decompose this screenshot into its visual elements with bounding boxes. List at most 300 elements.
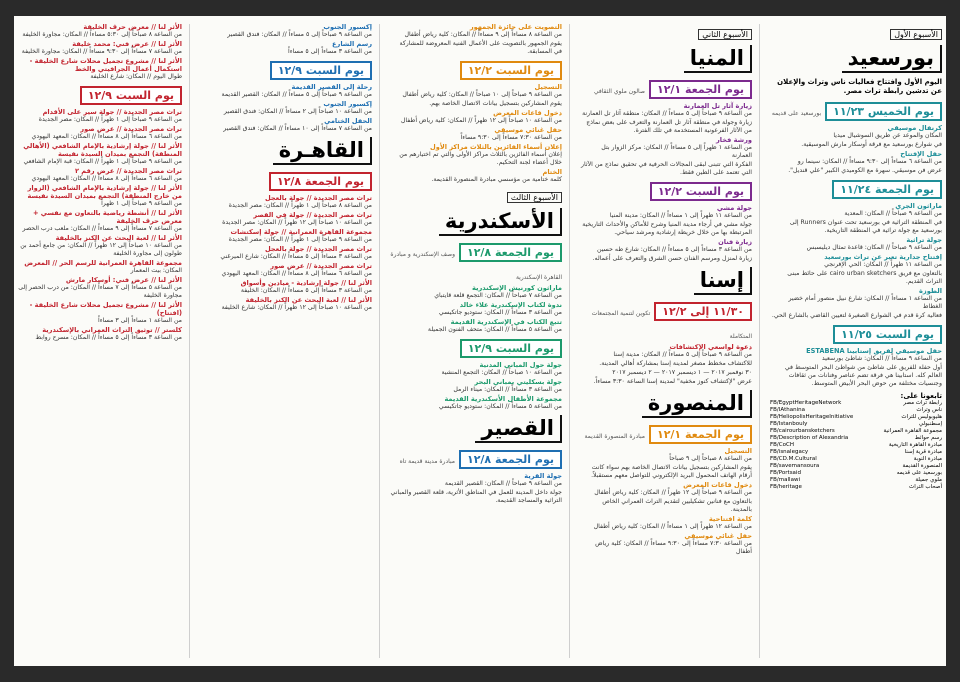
day-label: يوم الجمعة ١٢/٨	[459, 450, 562, 469]
sponsor-row	[770, 400, 942, 407]
event-item	[18, 108, 182, 124]
event-title: إكسبور الجنوب	[323, 100, 372, 108]
day-block	[770, 321, 942, 388]
event-details: من الساعة ٩ مساءاً // المكان: شاطئ بورسعيد	[821, 355, 942, 362]
sponsor-handle: FB/mallawi	[770, 477, 800, 483]
day-label: يوم السبت ١٢/٢	[460, 61, 562, 80]
event-title: زيارة فنان	[718, 238, 752, 246]
event-details: من الساعة ٩ صباحاً // المكان: القصير القديمة	[444, 480, 562, 487]
sponsor-handle: FB/Description of Alexandria	[770, 435, 849, 441]
event-details: من الساعة ٩ صباحاً إلى ١ ظهراً // المكان: مصر الجديدة	[228, 236, 372, 243]
event-details: من الساعة ٥ مساءاً // المكان: متحف الفنون الجميلة	[427, 326, 562, 333]
day-label: يوم السبت ١٢/٩	[460, 339, 562, 358]
event-title: الطوزة	[919, 287, 942, 295]
event-details: أول حفلة للفريق على شاطئ من شواطئ البحر المتوسط في العالم كله. استابينا هي فرقة تضم عناصر وفنانات من ثقافات وجنسيات مختلفة من حوض البحر الأبيض المتوسط.	[784, 364, 942, 387]
city-title: إسنا	[694, 267, 752, 295]
day-label: يوم السبت ١٢/٩	[80, 86, 182, 105]
sponsor-name: رابطة تراث مصر	[903, 400, 942, 406]
event-item	[390, 472, 562, 488]
event-details: من الساعة ٨ صباحاً إلى ٩ صباحاً	[669, 455, 752, 462]
event-details: من الساعة ١١ ظهراً // المكان: الحي الإفرنجي	[824, 261, 942, 268]
event-title: جولة بسكليتي بمباني البحر	[474, 378, 562, 386]
event-title: ندوة لكتاب الإسكندرية علاء خالد	[459, 301, 562, 309]
sponsor-name: مبادرة القاهرة التاريخية	[888, 442, 942, 448]
event-title: حفل الإفتتاح	[900, 150, 942, 158]
event-details: من الساعة ١٠ صباحاً إلى ١٢ ظهراً // المكان: كلية رياض أطفال	[400, 117, 562, 124]
event-details: من الساعة ٨ صباحاً إلى ٥:٣٠ مساءاً // المكان: مجاورة الخليفة	[22, 31, 182, 38]
sponsor-name: أصحاب التراث	[909, 484, 942, 490]
sponsor-name: ناس وتراث	[916, 407, 942, 413]
event-item	[580, 378, 752, 386]
event-item	[770, 167, 942, 175]
event-details: إعلان أسماء الفائزين بالثلاث مراكز الأولى والتي تم اختيارهم من خلال أعضاء لجنة التحكيم.	[399, 151, 562, 166]
event-list	[390, 23, 562, 56]
sponsor-name: بورسعيد على قديمه	[896, 470, 942, 476]
event-title: حفل غنائي موسيقي	[494, 126, 562, 134]
event-item	[580, 498, 752, 514]
event-details: من الساعة ١٠ صباحاً // المكان: التجمع المنشية	[441, 369, 562, 376]
sponsor-handle: FB/HeliopolisHeritageInitiative	[770, 414, 854, 420]
column-divider	[189, 24, 190, 658]
event-item	[18, 301, 182, 325]
event-title: إعلان أسماء الفائزين بالثلاث مراكز الأول	[430, 143, 562, 151]
event-item	[200, 23, 372, 39]
event-item	[770, 141, 942, 149]
event-title: جولة تراثية	[906, 236, 942, 244]
event-item	[18, 234, 182, 258]
event-item	[390, 23, 562, 39]
event-item	[200, 194, 372, 210]
sponsor-handle: FB/Portsaid	[770, 470, 801, 476]
event-details: بالتعاون مع فنانين تشكيليين لتقديم التراث العمراني الخاص بالمدينة.	[602, 498, 752, 513]
event-item	[200, 262, 372, 278]
event-details: من الساعة ٨ مساءاً إلى ٩ مساءاً // المكان: كلية رياض أطفال	[404, 31, 562, 38]
event-title: تراث مصر الجديدة // جولة بالعجل	[264, 245, 372, 253]
event-details: من الساعة ٩ صباحاً إلى ١٢ ظهراً // المكان: كلية رياض أطفال	[594, 489, 752, 496]
event-details: من الساعة ٦ مساءاً إلى ٨ مساءاً // المكان: المعهد اليهودي	[31, 133, 182, 140]
event-title: الأثر لنا // عرض فني: أوسكار مارش	[65, 276, 182, 284]
event-details: من الساعة ٣ مساءاً إلى ٥ مساءاً // المكان: مسرح روابط	[35, 334, 182, 341]
event-title: تراث مصر الجديدة // جولة بالعجل	[264, 194, 372, 202]
event-title: الأثر لنا // مشروع تجميل محلات شارع الخليفة - (افتتاح)	[29, 301, 182, 317]
event-details: من الساعة ٩ صباحاً إلى ١ ظهراً // المكان: قبة الإمام الشافعي	[23, 158, 182, 165]
event-details: في شوارع بورسعيد مع فرقة أوسكار مارش الموسيقية.	[801, 141, 942, 148]
event-title: ماراثون كورنيش الإسكندرية	[472, 284, 562, 292]
city-title: المنصورة	[642, 390, 752, 418]
sponsor-row	[770, 463, 942, 470]
event-item	[580, 238, 752, 254]
event-item	[770, 253, 942, 269]
sponsor-list	[770, 400, 942, 491]
week-label: الأسبوع الأول	[890, 29, 942, 40]
event-details: من الساعة ١٠ صباحاً إلى ١٢ ظهراً // المكان: شارع الخليفة	[221, 304, 372, 311]
event-title: التسجيل	[534, 83, 562, 91]
event-details: من الساعة ٩ صباحاً إلى ٥ مساءاً // المكان: القصير القديمة	[221, 91, 372, 98]
event-details: من الساعة ١ ظهراً إلى ٥ مساءاً // المكان: مركز الزوار بتل العمارنة	[601, 144, 752, 159]
city-title: بورسعيد	[842, 45, 942, 73]
event-details: من الساعة ٧:٣٠ مساءاً إلى ٩:٣٠ مساءاً // المكان: كلية رياض أطفال	[595, 540, 752, 555]
event-details: من الساعة ٩ صباحاً إلى ١٠ صباحاً // المكان: كلية رياض أطفال	[402, 91, 562, 98]
city-title: القاهـرة	[273, 137, 372, 165]
event-details: يقوم المشاركين بتسجيل بيانات الاتصال الخاصة بهم.	[429, 100, 562, 107]
event-item	[580, 343, 752, 359]
column-minya-esna-mansoura	[576, 22, 756, 662]
event-title: الأثر لنا // معرض حرف الخليفة	[83, 23, 182, 31]
event-title: كرنفال موسيقي	[887, 124, 942, 132]
festival-program-sheet	[14, 16, 946, 666]
column-alexandria-quseir	[386, 22, 566, 662]
day-side-tag: وصف الإسكندرية و مبادرة القاهرة الإسكندرية	[390, 251, 562, 281]
sponsor-row	[770, 484, 942, 491]
event-details: من الساعة ٧:٣٠ مساءاً إلى ٩:٣٠ مساءاً	[460, 134, 562, 141]
column-port-said	[766, 22, 946, 662]
sponsor-row	[770, 414, 942, 421]
event-title: التصويت على جائزة الجمهور	[469, 23, 562, 31]
day-block	[770, 176, 942, 320]
event-details: من الساعة ١ مساءاً // المكان: شارع نبيل منصور أمام خضير الغطاط	[788, 295, 942, 310]
sponsor-name: مبادرة قرية إسنا	[904, 449, 942, 455]
day-block	[200, 168, 372, 312]
event-title: تراث مصر الجديدة // عرض صور	[270, 262, 372, 270]
sponsor-name: مبادرة النوبة	[913, 456, 942, 462]
event-details: من الساعة ١٠ صباحاً إلى ١٢ ظهراً // المكان: من جامع أحمد بن طولون إلى مجاورة الخليفة	[20, 242, 182, 257]
event-title: الأثر لنا // أنشطة رياضية بالتعاون مع نفسي + معرض حرف الخليفة	[32, 209, 182, 225]
event-item	[390, 395, 562, 411]
event-title: الأثر لنا // عرض فني: محمد خليفة	[72, 40, 182, 48]
event-details: من الساعة ٦ مساءاً إلى ٨ مساءاً // المكان: المعهد اليهودي	[221, 270, 372, 277]
event-item	[390, 143, 562, 167]
event-details: من الساعة ١ مساءاً إلى ٣ مساءاً	[98, 317, 182, 324]
event-list	[200, 23, 372, 56]
event-title: تراث مصر الجديدة // عرض رقم ٢	[74, 167, 182, 175]
event-title: زيارة آثار تل العمارنة	[683, 102, 752, 110]
event-details: ٣٠ نوفمبر ٢٠١٧ — ١ ديسمبر ٢٠١٧ — ٢ ديسمبر ٢٠١٧	[612, 369, 752, 376]
sponsor-handle: FB/isnalegacy	[770, 449, 809, 455]
event-item	[390, 40, 562, 56]
event-title: الأثر لنا // لعبة البحث عن الكنز بالخليفة	[245, 296, 372, 304]
event-item	[18, 184, 182, 208]
event-title: مجموعة القاهرة العمرانية للرسم الحر // المعرض	[24, 259, 182, 267]
event-details: زيارة وجولة في منطقة آثار تل العمارنة والتعرف على بعض نماذج من الآثار الفرعونية المستخدمة في تلك الفترة.	[586, 119, 752, 134]
event-title: رسم الشارع	[332, 40, 372, 48]
event-item	[200, 279, 372, 295]
sponsor-name: مجموعة القاهرة العمرانية	[883, 428, 942, 434]
event-title: تراث مصر الجديدة // جولة سير على الأقدام	[42, 108, 182, 116]
event-details: جولة داخل المدينة للعمل في المناطق الأثرية، قلعة القصير والمباني التراثية والمساجد القديمة.	[390, 489, 562, 504]
event-item	[390, 126, 562, 142]
event-item	[18, 167, 182, 183]
event-details: من الساعة ١٠ صباحاً إلى ١٢ ظهراً // المكان: مصر الجديدة	[222, 219, 372, 226]
day-label: ١١/٣٠ إلى ١٢/٢	[654, 302, 752, 321]
event-item	[200, 228, 372, 244]
event-item	[770, 312, 942, 320]
event-item	[18, 326, 182, 342]
sponsor-row	[770, 421, 942, 428]
sponsor-row	[770, 428, 942, 435]
event-details: من الساعة ٩ صباحاً // المكان: قاعدة تمثال ديليسبس	[806, 244, 942, 251]
event-item	[580, 464, 752, 480]
event-details: بالتعاون مع فريق cairo urban sketchers على حائط مبنى التراث القديم.	[787, 270, 942, 285]
event-title: الأثر لنا // جولة إرشادية بالإمام الشافعي (الأهالي المنطقة) التجمع بميدان السيدة نفيسة	[23, 142, 182, 158]
sponsor-row	[770, 407, 942, 414]
event-item	[18, 259, 182, 275]
event-title: مجموعة القاهرة العمرانية // جولة إسكتشات	[230, 228, 372, 236]
event-item	[580, 255, 752, 263]
event-details: من الساعة ٥ مساءاً // المكان: ستوديو جاتكيسي	[438, 403, 562, 410]
event-item	[580, 161, 752, 177]
event-details: في المنطقة التراثية في بورسعيد تحت عنوان Runners إلى بورسعيد مع جولة تراثية في المنطقة التاريخية.	[789, 219, 942, 234]
sponsor-row	[770, 449, 942, 456]
day-label: يوم الجمعة ١٢/١	[649, 80, 752, 99]
event-item	[390, 361, 562, 377]
day-block	[580, 421, 752, 556]
event-title: حفل موسيقي لفريق إستابينا ESTABENA	[806, 347, 942, 355]
event-item	[580, 119, 752, 135]
event-title: تتبع الكتاب في الإسكندرية القديمة	[450, 318, 562, 326]
column-cairo-continued	[14, 22, 186, 662]
event-details: من الساعة ٧ مساءاً إلى ٩ مساءاً // المكان: ملعب درب الحصر	[22, 225, 182, 232]
event-details: من الساعة ٣ مساءاً إلى ٥ مساءاً	[288, 48, 372, 55]
column-divider	[379, 24, 380, 658]
event-title: جولة حول المباني المدنية	[479, 361, 562, 369]
day-side-tag: صالون ملوي الثقافي	[593, 88, 645, 95]
event-title: دعوة لواسعي الإكتشافات	[669, 343, 752, 351]
event-item	[390, 284, 562, 300]
day-block	[390, 57, 562, 184]
event-item	[770, 236, 942, 252]
day-block	[18, 82, 182, 342]
event-title: الحفل الختامي	[324, 117, 372, 125]
day-side-tag: مبادرة المنصورة القديمة	[584, 433, 645, 440]
event-details: عرض "لإكتشاف كنوز مخفية" لمدينة إسنا الساعة ٣:٣٠ مساءاً.	[593, 378, 752, 385]
event-details: عرض فن موسيقي. سهرة مع الكوميدي الكبير "علي قنديل".	[788, 167, 942, 174]
day-block	[580, 178, 752, 263]
day-label: يوم السبت ١١/٢٥	[833, 325, 942, 344]
event-details: من الساعة ٩ صباحاً إلى ١ ظهراً	[101, 200, 182, 207]
event-details: من الساعة ٧ صباحاً // المكان: التجمع قلعة قايتباي	[434, 292, 562, 299]
event-item	[770, 364, 942, 388]
day-block	[200, 57, 372, 133]
event-item	[390, 168, 562, 184]
event-item	[580, 102, 752, 118]
event-item	[580, 447, 752, 463]
event-item	[580, 515, 752, 531]
sponsor-row	[770, 477, 942, 484]
event-item	[580, 204, 752, 220]
event-details: للاكتشاف مخطط مصغر لمدينة إسنا بمشاركة أهالي المدينة.	[599, 360, 752, 367]
event-item	[200, 211, 372, 227]
sponsor-handle: FB/heritage	[770, 484, 802, 490]
event-details: المكان: بيت المعمار	[130, 267, 182, 274]
event-details: من الساعة ٩ صباحاً إلى ١ ظهراً // المكان: مصر الجديدة	[38, 116, 182, 123]
city-title: الأسكندرية	[439, 208, 562, 236]
event-item	[390, 489, 562, 505]
sponsor-handle: FB/CoCH	[770, 442, 794, 448]
sponsor-handle: FB/CD.M.Cultural	[770, 456, 817, 462]
sponsor-handle: FB/EgyptHeritageNetwork	[770, 400, 842, 406]
event-item	[580, 136, 752, 160]
event-details: من الساعة ٣ مساءاً إلى ٥ مساءاً // المكان: شارع طه حسين	[596, 246, 752, 253]
sponsor-handle: FB/savemansoura	[770, 463, 820, 469]
event-details: من الساعة ١١ ظهراً إلى ١ مساءاً // المكان: مدينة المنيا	[609, 212, 752, 219]
event-details: من الساعة ٩ صباحاً // المكان: المعدية	[844, 210, 942, 217]
column-cairo	[196, 22, 376, 662]
day-block	[580, 298, 752, 386]
event-details: من الساعة ٩ صباحاً إلى ٥ مساءاً // المكان: مدينة إسنا	[613, 351, 752, 358]
day-block	[390, 446, 562, 505]
event-details: من الساعة ٦ مساءاً إلى ٩:٣٠ مساءاً // المكان: سينما رو	[797, 158, 942, 165]
event-list	[18, 23, 182, 81]
event-details: المكان والموعد عن طريق السوشيال ميديا	[833, 132, 942, 139]
sponsor-row	[770, 442, 942, 449]
event-item	[200, 40, 372, 56]
event-item	[770, 219, 942, 235]
event-item	[770, 347, 942, 363]
sponsor-name: رسم حوائط	[914, 435, 942, 441]
event-details: من الساعة ٧ مساءاً إلى ٩:٣٠ مساءاً // المكان: مجاورة الخليفة	[21, 48, 182, 55]
intro-text: اليوم الأول وافتتاح فعاليات ناس وتراث والإعلان عن تدشين رابطة تراث مصر.	[777, 78, 942, 95]
event-details: من الساعة ٩ صباحاً إلى ٥ مساءاً // المكان: فندق القصير	[227, 31, 372, 38]
event-details: من الساعة ٥ مساءاً إلى ٧ مساءاً // المكان: من درب الحصر إلى مجاورة الخليفة	[18, 284, 182, 299]
event-item	[770, 150, 942, 166]
day-label: يوم السبت ١٢/٢	[650, 182, 752, 201]
event-item	[770, 124, 942, 140]
event-title: جولة مشي	[716, 204, 752, 212]
sponsor-name: المنصورة القديمة	[902, 463, 942, 469]
event-title: التسجيل	[724, 447, 752, 455]
event-details: من الساعة ٧ مساءاً إلى ١٠ مساءاً // المكان: فندق القصير	[223, 125, 372, 132]
event-title: تراث مصر الجديدة // جولة في القصر	[253, 211, 372, 219]
event-title: الأثر لنا // جولة إرشادية بالإمام الشافعي (الزوار من خارج المنطقة) التجمع بميدان السيدة نفيسة	[27, 184, 182, 200]
sponsor-row	[770, 435, 942, 442]
day-side-tag: بورسعيد على قديمه	[771, 110, 822, 117]
day-label: يوم الخميس ١١/٢٣	[825, 102, 942, 121]
event-item	[770, 270, 942, 286]
sponsor-handle: FB/Istanbouly	[770, 421, 808, 427]
event-item	[200, 296, 372, 312]
event-item	[770, 202, 942, 218]
event-item	[18, 276, 182, 300]
event-item	[18, 209, 182, 233]
city-title: القصير	[475, 415, 562, 443]
event-item	[390, 378, 562, 394]
event-item	[18, 57, 182, 81]
event-details: من الساعة ٨ صباحاً إلى ١ ظهراً // المكان: مصر الجديدة	[228, 202, 372, 209]
event-details: الفكرة التي تتبنى لبقى المجالات الحرفية في تحقيق نماذج من الآثار التي تعتمد على الطين فقط.	[581, 161, 752, 176]
sponsor-handle: FB/cairourbansketchers	[770, 428, 835, 434]
event-item	[580, 360, 752, 368]
event-title: مجموعة الأطفال الأسكندرية القديمة	[444, 395, 562, 403]
event-title: تراث مصر الجديدة // عرض صور	[80, 125, 182, 133]
sponsor-handle: FB/IAthanina	[770, 407, 805, 413]
day-block	[770, 98, 942, 175]
event-item	[580, 532, 752, 556]
event-item	[770, 287, 942, 311]
sponsor-row	[770, 456, 942, 463]
week-label: الأسبوع الثالث	[507, 192, 562, 203]
day-block	[390, 335, 562, 411]
event-title: كلستر // توثيق التراث العمراني بالإسكندرية	[42, 326, 182, 334]
day-block	[580, 76, 752, 177]
event-title: الأثر لنا // لعبة البحث عن الكنز بالخليفة	[55, 234, 182, 242]
event-item	[390, 318, 562, 334]
sponsors-title: تابعونا على:	[900, 392, 942, 400]
day-side-tag: مبادرة مدينة قديمة تاه	[399, 458, 455, 465]
day-label: يوم الجمعة ١٢/١	[649, 425, 752, 444]
week-label: الأسبوع الثاني	[698, 29, 752, 40]
day-label: يوم السبت ١٢/٩	[270, 61, 372, 80]
event-item	[390, 83, 562, 99]
day-list	[770, 98, 942, 388]
event-title: الختام	[542, 168, 562, 176]
event-details: من الساعة ٩ صباحاً إلى ٥ مساءاً // المكان: منطقة آثار تل العمارنة	[582, 110, 752, 117]
event-item	[200, 117, 372, 133]
event-details: زيارة لمنزل ومرسم الفنان حسن الشرق والتعرف على أعماله.	[592, 255, 752, 262]
city-title: المنيا	[684, 45, 752, 73]
day-label: يوم الجمعة ١١/٢٤	[832, 180, 942, 199]
event-item	[580, 221, 752, 237]
event-details: من الساعة ٦ مساءاً إلى ٨ مساءاً // المكان: المعهد اليهودي	[31, 175, 182, 182]
event-title: إكسبور الجنوب	[323, 23, 372, 31]
event-title: حفل غنائي موسيقي	[684, 532, 752, 540]
event-details: يقوم الجمهور بالتصويت على الأعمال الفنية المعروضة للمشاركة في المسابقة.	[399, 40, 562, 55]
event-item	[200, 100, 372, 116]
event-item	[390, 301, 562, 317]
sponsor-name: إسطنبولي	[918, 421, 942, 427]
event-title: دخول قاعات المعرض	[493, 109, 562, 117]
event-details: يقوم المشاركين بتسجيل بيانات الاتصال الخاصة بهم سواء كانت أرقام الهاتف المحمول البريد الإلكتروني للتواصل معهم مستقبلاً.	[591, 464, 752, 479]
column-divider	[569, 24, 570, 658]
event-title: إفتتاح جدارية تعبر عن تراث بورسعيد	[824, 253, 942, 261]
event-item	[18, 40, 182, 56]
day-side-tag: تكوين لتنمية المجتمعات المتكاملة	[591, 310, 752, 340]
column-divider	[759, 24, 760, 658]
event-item	[200, 83, 372, 99]
event-title: كلمة افتتاحية	[708, 515, 752, 523]
event-item	[580, 369, 752, 377]
sponsor-name: ملوي جميلة	[915, 477, 942, 483]
event-details: جولة مشي في أرجاء مدينة المنيا وشرح للأماكن والأحداث التاريخية المرتبطة بها من خلال خريطة إرشادية ومرشد سياحي.	[582, 221, 752, 236]
sponsor-name: هليوبوليس للتراث	[901, 414, 942, 420]
event-item	[18, 125, 182, 141]
sponsor-row	[770, 470, 942, 477]
event-details: من الساعة ١٠ صباحاً إلى ٢ مساءاً // المكان: فندق القصير	[223, 108, 372, 115]
event-title: الأثر لنا // جولة إرشادية - ميادين وأسواق	[240, 279, 372, 287]
event-item	[390, 109, 562, 125]
event-details: طوال اليوم // المكان: شارع الخليفة	[90, 73, 182, 80]
event-title: رحلة إلى القصير القديمة	[291, 83, 372, 91]
event-details: فعالية كرة قدم في الشوارع الصغيرة لتعيين القاضي بالشارع الحي.	[771, 312, 942, 319]
event-details: كلمة ختامية من مؤسسي مبادرة المنصورة القديمة.	[431, 176, 562, 183]
event-item	[18, 23, 182, 39]
event-title: الأثر لنا // مشروع تجميل محلات شارع الخليفة - استكمال أعمال الجرافيتي والخط	[29, 57, 182, 73]
event-item	[18, 142, 182, 166]
event-title: جولة القرية	[524, 472, 562, 480]
event-details: من الساعة ٣ مساءاً إلى ٥ مساءاً // المكان: الخليفة	[240, 287, 372, 294]
event-item	[200, 245, 372, 261]
event-details: من الساعة ٣ مساءاً // المكان: ستوديو جاتكيسي	[438, 309, 562, 316]
event-details: من الساعة ٣ مساءاً إلى ٥ مساءاً // المكان: شارع الميرغني	[220, 253, 372, 260]
event-title: ورشة فخار	[715, 136, 752, 144]
event-details: من الساعة ٣ مساءاً // المكان: ميناء الرمل	[453, 386, 562, 393]
day-label: يوم الجمعة ١٢/٨	[459, 243, 562, 262]
day-label: يوم الجمعة ١٢/٨	[269, 172, 372, 191]
day-block	[390, 239, 562, 334]
event-title: دخول قاعات المعرض	[683, 481, 752, 489]
event-details: من الساعة ١٢ ظهراً إلى ١ مساءاً // المكان: كلية رياض أطفال	[593, 523, 752, 530]
event-item	[580, 481, 752, 497]
event-title: ماراثون الجري	[895, 202, 942, 210]
